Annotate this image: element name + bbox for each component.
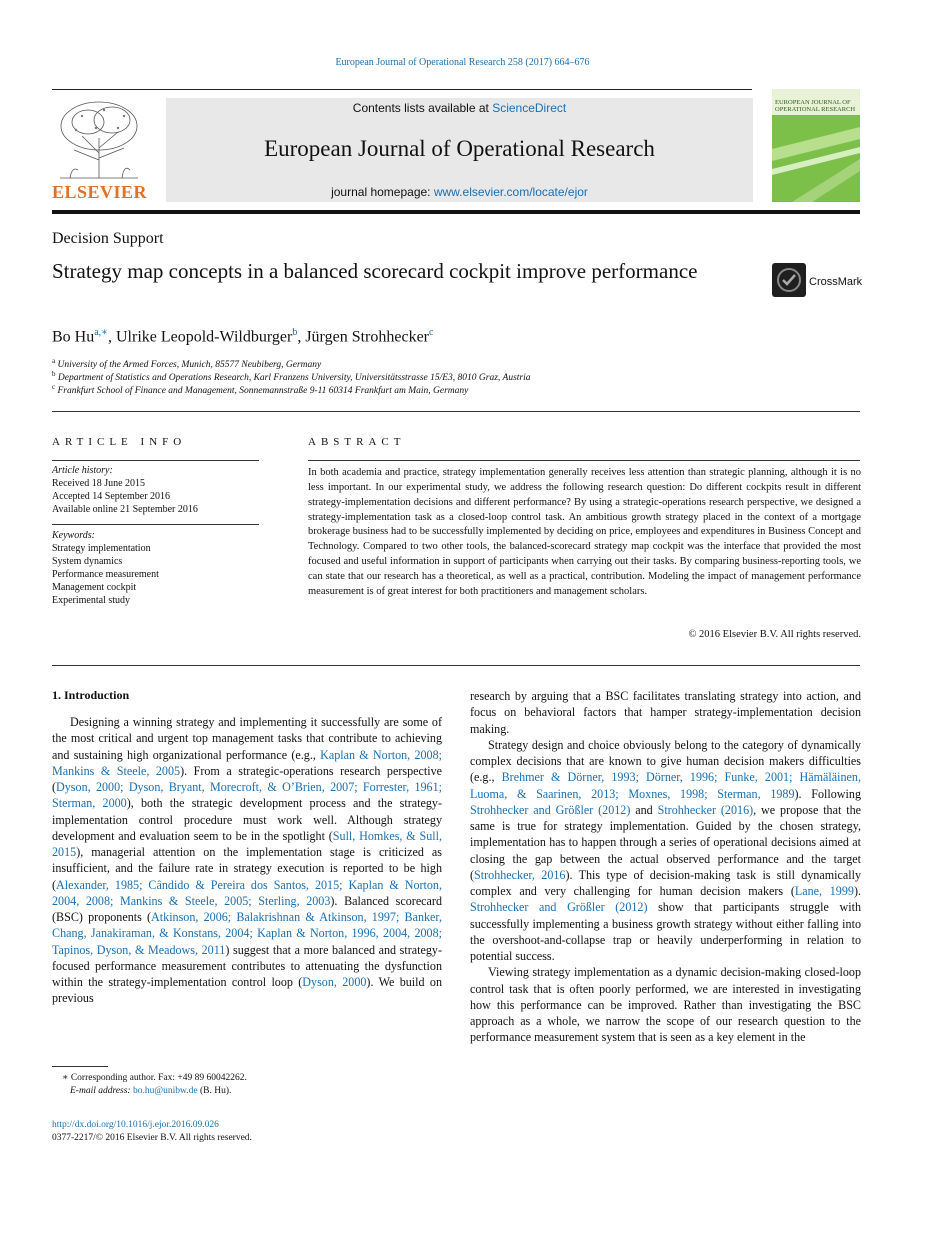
citation-link[interactable]: Kaplan & Norton, 2008; Mankins & Steele, 2005	[52, 747, 443, 778]
body-text-run: ). We build on previous	[52, 975, 442, 1006]
citation-link[interactable]: Atkinson, 2006; Balakrishnan & Atkinson, 1997; Banker, Chang, Janakiraman, & Konstans, 2004; Kaplan & Norton, 1996, 2004, 2008; Tapinos, Dyson, & Meadows, 2011	[52, 910, 442, 957]
keyword: Performance measurement	[52, 569, 159, 580]
author-name[interactable]: Jürgen Strohhecker	[305, 328, 429, 346]
email-note	[70, 1086, 231, 1096]
crossmark-label[interactable]: CrossMark	[809, 276, 863, 288]
corresponding-author-note: ∗ Corresponding author. Fax: +49 89 60042262.	[62, 1073, 247, 1083]
cover-title: EUROPEAN JOURNAL OF OPERATIONAL RESEARCH	[775, 99, 856, 113]
body-paragraph	[52, 714, 442, 1007]
email-suffix: (B. Hu).	[197, 1086, 232, 1096]
body-text-run: , we propose that the same is true for strategy implementation. Guided by the chosen strategy, implementation has to happen through a series of operational decisions aimed at closing the gap between the actual observed performance and the target (	[470, 802, 861, 882]
body-text-run: Viewing strategy implementation as a dynamic decision-making closed-loop control task that is often poorly performed, we are interested in investigating how this performance can be improved. Rather than investigating the BSC approach as a whole, we narrow the scope of our research question to the performance measurement system that is seen as a key element in the	[470, 965, 861, 1045]
body-paragraph	[470, 737, 861, 965]
issn-line: 0377-2217/© 2016 Elsevier B.V. All rights reserved.	[52, 1133, 252, 1143]
body-paragraph	[470, 964, 861, 1045]
author-name[interactable]: Ulrike Leopold-Wildburger	[115, 328, 293, 346]
history-received: Received 18 June 2015	[52, 478, 146, 489]
history-online: Available online 21 September 2016	[52, 504, 198, 515]
article-title: Strategy map concepts in a balanced scorecard cockpit improve performance	[52, 259, 698, 283]
crossmark-icon[interactable]	[772, 263, 806, 297]
section-label: Decision Support	[52, 230, 164, 247]
body-text-run: ), managerial attention on the implementation stage is criticized as insufficient, and the failure rate in strategy execution is reported to be high (	[52, 845, 442, 892]
article-info-heading: ARTICLE INFO	[52, 436, 187, 448]
affiliation-text: Frankfurt School of Finance and Management, Sonnemannstraße 9-11 60314 Frankfurt am Main, Germany	[57, 386, 469, 397]
citation-link[interactable]: Sull, Homkes, & Sull, 2015	[52, 828, 442, 859]
affiliation-text: University of the Armed Forces, Munich, 85577 Neubiberg, Germany	[57, 360, 322, 371]
affiliation-marker: c	[52, 383, 56, 391]
keyword: Strategy implementation	[52, 543, 151, 554]
citation-link[interactable]: Strohhecker and Größler (2012)	[470, 802, 631, 817]
homepage-line	[166, 185, 753, 199]
body-column-right	[470, 688, 861, 1046]
doi-link[interactable]: http://dx.doi.org/10.1016/j.ejor.2016.09.026	[52, 1120, 219, 1130]
keywords-label: Keywords:	[52, 530, 95, 541]
citation-link[interactable]: Dyson, 2000	[302, 975, 367, 989]
body-text-run: research by arguing that a BSC facilitates translating strategy into action, and focus on behavioral factors that hamper strategy-implementation decision making.	[470, 689, 861, 736]
author-affiliation-marker[interactable]: a,∗	[94, 327, 108, 338]
affiliation	[52, 370, 531, 383]
contents-line	[166, 101, 753, 115]
citation-link[interactable]: Strohhecker (2016)	[657, 802, 754, 817]
citation-link[interactable]: Strohhecker and Größler (2012)	[470, 900, 648, 915]
history-label: Article history:	[52, 465, 113, 476]
author-affiliation-marker[interactable]: b	[292, 327, 298, 338]
body-column-left	[52, 714, 442, 1007]
citation-link[interactable]: Dyson, 2000; Dyson, Bryant, Morecroft, & O’Brien, 2007; Forrester, 1961; Sterman, 2000	[52, 780, 442, 811]
footnote-rule	[52, 1066, 108, 1067]
author-list: Bo $Hu^{a,∗}$, Ulrike Leopold-Wildburger$^b$, Jürgen Strohhecker$^c$	[52, 327, 434, 346]
body-text-run: ). This type of decision-making task is still dynamically complex and very challenging for human decision makers (	[470, 867, 861, 898]
info-rule	[52, 460, 259, 461]
affiliation	[52, 383, 468, 396]
keyword: System dynamics	[52, 556, 123, 567]
author-name[interactable]: Bo Hu	[52, 328, 95, 346]
body-paragraph	[470, 688, 861, 737]
abstract-text: In both academia and practice, strategy implementation generally receives less attention than strategic planning, although it is no less important. In our experimental study, we address the following research question: Do different cockpits result in different strategy-implementation decisions and different performance? By using a strategic-operations research perspective, we designed a strategy-implementation task as a closed-loop control task. An ambitious growth strategy placed in the context of a mortgage brokerage business had to be successfully implemented by deciding on price, employees and expenditures in Business Concept and Technology. Compared to two other tools, the balanced-scorecard strategy map cockpit was the interface that provided the most focused and useful information in support of participants when carrying out their tasks. By comparing business-reporting tools, we can state that our research has a theoretical, as well as a practical, contribution. Modeling the impact of management performance measurement is of great interest for both practitioners and management scholars.	[308, 467, 861, 597]
keyword: Management cockpit	[52, 582, 137, 593]
citation-link[interactable]: Alexander, 1985; Cândido & Pereira dos Santos, 2015; Kaplan & Norton, 2004, 2008; Mankins & Steele, 2005; Sterling, 2003	[52, 877, 442, 908]
body-text-run: ). From a strategic-operations research perspective (	[52, 763, 442, 794]
body-text-run: ) suggest that a more balanced and strategy-focused performance measurement contributes to attenuating the dysfunction within the strategy-implementation control loop (	[52, 942, 442, 989]
introduction-heading: 1. Introduction	[52, 688, 130, 702]
citation-link[interactable]: Brehmer & Dörner, 1993; Dörner, 1996; Funke, 2001; Hämäläinen, Luoma, & Saarinen, 2013; Moxnes, 1998; Sterman, 1989	[470, 770, 861, 801]
email-label: E-mail address:	[70, 1086, 133, 1096]
keyword: Experimental study	[52, 595, 131, 606]
affiliation-text: Department of Statistics and Operations Research, Karl Franzens University, Universitätsstrasse 15/E3, 8010 Graz, Austria	[57, 373, 531, 384]
affiliation	[52, 357, 321, 370]
title-block-rule	[52, 411, 860, 412]
abstract-heading: ABSTRACT	[308, 436, 406, 448]
homepage-link[interactable]: www.elsevier.com/locate/ejor	[433, 185, 588, 199]
body-text-run: ). Following	[794, 786, 861, 801]
journal-title: European Journal of Operational Research	[264, 136, 655, 161]
homepage-prefix: journal homepage:	[331, 185, 434, 199]
body-text-run: ), both the strategic development process and the strategy-implementation control procedure must work well. Although strategy development and evaluation seem to be in the spotlight (	[52, 796, 442, 843]
info-rule	[52, 524, 259, 525]
body-text-run: ). Balanced scorecard (BSC) proponents (	[52, 893, 442, 924]
elsevier-wordmark: ELSEVIER	[52, 182, 148, 202]
header-thick-rule	[52, 210, 860, 214]
body-rule	[52, 665, 860, 666]
citation-link[interactable]: Lane, 1999	[794, 884, 854, 898]
citation-link[interactable]: Strohhecker, 2016	[474, 867, 566, 882]
affiliation-marker: a	[52, 357, 56, 365]
body-text-run: Strategy design and choice obviously belong to the category of dynamically complex decisions that are known to give human decision makers difficulties (e.g.,	[470, 737, 861, 785]
body-text-run: show that participants struggle with successfully implementing a business growth strategy without either falling into the overshoot-and-collapse trap or heavily underperforming in relation to potential success.	[470, 900, 861, 963]
author-affiliation-marker[interactable]: c	[429, 327, 434, 338]
journal-cover-image	[772, 89, 860, 202]
journal-reference-link[interactable]: European Journal of Operational Research 258 (2017) 664–676	[335, 57, 590, 68]
body-text-run: Designing a winning strategy and implementing it successfully are some of the most critical and urgent top management tasks that contribute to achieving and sustaining high organizational performance (e.g.,	[52, 715, 442, 762]
email-link[interactable]: bo.hu@unibw.de	[132, 1086, 198, 1096]
contents-prefix: Contents lists available at	[352, 101, 493, 115]
history-accepted: Accepted 14 September 2016	[52, 491, 171, 502]
body-text-run: ).	[853, 884, 861, 898]
abstract-rule	[308, 460, 860, 461]
affiliation-marker: b	[52, 370, 56, 378]
body-text-run: and	[630, 802, 658, 817]
top-rule	[52, 89, 752, 90]
abstract-copyright: © 2016 Elsevier B.V. All rights reserved.	[688, 629, 861, 640]
sciencedirect-link[interactable]: ScienceDirect	[492, 101, 567, 115]
